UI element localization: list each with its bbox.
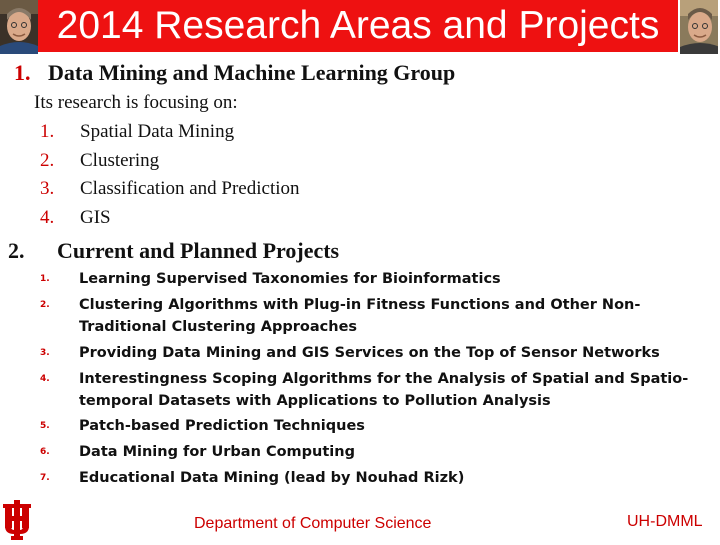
list-number: 5.	[40, 421, 50, 431]
list-number: 1.	[40, 274, 50, 284]
list-number: 6.	[40, 447, 50, 457]
portrait-right	[680, 0, 718, 54]
project-text: Data Mining for Urban Computing	[79, 444, 355, 460]
footer-department: Department of Computer Science	[194, 515, 432, 532]
slide-title: 2014 Research Areas and Projects	[56, 4, 660, 47]
university-logo-icon	[2, 500, 32, 540]
footer-group-name: UH-DMML	[627, 513, 703, 530]
project-text: Providing Data Mining and GIS Services on the Top of Sensor Networks	[79, 345, 660, 361]
list-number: 2.	[40, 300, 50, 310]
list-number: 3.	[40, 178, 55, 199]
project-text: Clustering Algorithms with Plug-in Fitness Functions and Other Non-Traditional Clustering Approaches	[79, 297, 641, 335]
section2-heading: Current and Planned Projects	[57, 238, 340, 263]
project-text: Interestingness Scoping Algorithms for the Analysis of Spatial and Spatio-temporal Datasets with Applications to Pollution Analysis	[79, 371, 689, 409]
research-area-label: Spatial Data Mining	[80, 121, 235, 142]
list-number: 4.	[40, 207, 55, 228]
research-area-label: GIS	[80, 207, 111, 228]
section1-intro: Its research is focusing on:	[34, 92, 238, 113]
section2-number: 2.	[8, 238, 25, 263]
section1-number: 1.	[14, 60, 31, 85]
section1-heading: Data Mining and Machine Learning Group	[48, 60, 456, 85]
list-number: 3.	[40, 348, 50, 358]
list-number: 2.	[40, 150, 55, 171]
research-area-label: Clustering	[80, 150, 160, 171]
project-text: Learning Supervised Taxonomies for Bioinformatics	[79, 271, 501, 287]
list-number: 4.	[40, 374, 50, 384]
portrait-left	[0, 0, 38, 54]
research-area-label: Classification and Prediction	[80, 178, 300, 199]
list-number: 7.	[40, 473, 50, 483]
list-number: 1.	[40, 121, 55, 142]
project-text: Educational Data Mining (lead by Nouhad Rizk)	[79, 470, 465, 486]
project-text: Patch-based Prediction Techniques	[79, 418, 365, 434]
